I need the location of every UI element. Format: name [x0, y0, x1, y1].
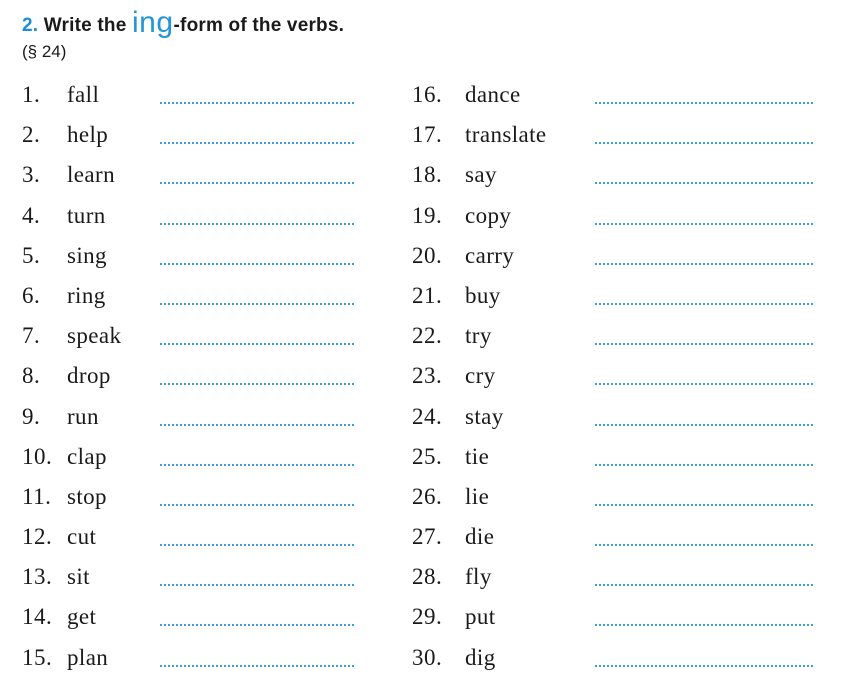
verb-word: turn [67, 202, 106, 228]
answer-blank[interactable] [595, 182, 813, 184]
verb-number: 25. [412, 443, 443, 469]
answer-blank[interactable] [595, 102, 813, 104]
verb-number: 3. [22, 162, 41, 188]
verb-number: 1. [22, 82, 41, 107]
verb-word: buy [465, 282, 501, 308]
verb-word: help [67, 122, 109, 148]
answer-blank[interactable] [160, 263, 354, 265]
answer-blank[interactable] [160, 424, 354, 426]
verb-number: 4. [22, 202, 41, 228]
verb-number: 21. [412, 282, 443, 308]
answer-blank[interactable] [160, 142, 354, 144]
verb-number: 19. [412, 202, 443, 228]
verb-word: run [67, 403, 99, 429]
verb-word: say [465, 162, 497, 188]
title-ing: ing [131, 6, 174, 39]
verb-word: clap [67, 443, 107, 469]
verb-number: 17. [412, 122, 443, 148]
verb-word: die [465, 524, 495, 550]
answer-blank[interactable] [160, 303, 354, 305]
verb-number: 2. [22, 122, 41, 148]
verb-word: stay [465, 403, 504, 429]
answer-blank[interactable] [595, 383, 813, 385]
answer-blank[interactable] [160, 182, 354, 184]
verb-number: 16. [412, 82, 443, 107]
exercise-number: 2. [22, 15, 39, 36]
answer-blank[interactable] [160, 544, 354, 546]
verb-word: stop [67, 483, 107, 509]
verb-word: cry [465, 363, 496, 389]
verb-number: 18. [412, 162, 443, 188]
verb-number: 14. [22, 604, 53, 630]
answer-blank[interactable] [595, 464, 813, 466]
verb-number: 6. [22, 282, 41, 308]
answer-blank[interactable] [595, 665, 813, 667]
verb-number: 8. [22, 363, 41, 389]
verb-word: lie [465, 483, 490, 509]
answer-blank[interactable] [160, 223, 354, 225]
verb-number: 5. [22, 242, 41, 268]
answer-blank[interactable] [160, 383, 354, 385]
verb-number: 9. [22, 403, 41, 429]
verb-number: 28. [412, 564, 443, 590]
verb-word: ring [67, 282, 106, 308]
exercise-title [22, 6, 344, 40]
verb-number: 10. [22, 443, 53, 469]
verb-word: try [465, 323, 492, 349]
answer-blank[interactable] [160, 102, 354, 104]
verb-number: 11. [22, 483, 52, 509]
verb-number: 20. [412, 242, 443, 268]
title-text-after: -form of the verbs. [173, 15, 345, 36]
verb-number: 24. [412, 403, 443, 429]
verb-word: sit [67, 564, 90, 590]
answer-blank[interactable] [595, 343, 813, 345]
verb-word: speak [67, 323, 122, 349]
verb-number: 27. [412, 524, 443, 550]
verb-number: 13. [22, 564, 53, 590]
answer-blank[interactable] [595, 263, 813, 265]
verb-word: translate [465, 122, 547, 148]
verb-word: fall [67, 82, 100, 107]
answer-blank[interactable] [595, 223, 813, 225]
verb-word: tie [465, 443, 490, 469]
answer-blank[interactable] [595, 504, 813, 506]
answer-blank[interactable] [595, 424, 813, 426]
verb-number: 22. [412, 323, 443, 349]
verb-number: 12. [22, 524, 53, 550]
verb-number: 29. [412, 604, 443, 630]
answer-blank[interactable] [595, 142, 813, 144]
verb-word: get [67, 604, 97, 630]
verb-number: 23. [412, 363, 443, 389]
verb-word: dig [465, 644, 496, 670]
answer-blank[interactable] [160, 584, 354, 586]
answer-blank[interactable] [595, 584, 813, 586]
answer-blank[interactable] [160, 665, 354, 667]
answer-blank[interactable] [595, 544, 813, 546]
answer-blank[interactable] [160, 343, 354, 345]
verb-word: dance [465, 82, 521, 107]
verb-number: 15. [22, 644, 53, 670]
verb-number: 30. [412, 644, 443, 670]
verb-word: fly [465, 564, 492, 590]
section-reference: (§ 24) [22, 42, 67, 61]
verb-word: sing [67, 242, 107, 268]
answer-blank[interactable] [160, 504, 354, 506]
title-text-before: Write the [43, 15, 127, 36]
answer-blank[interactable] [595, 624, 813, 626]
verb-word: copy [465, 202, 512, 228]
verb-word: drop [67, 363, 111, 389]
verb-word: plan [67, 644, 109, 670]
verb-word: put [465, 604, 496, 630]
verb-word: carry [465, 242, 515, 268]
verb-word: learn [67, 162, 115, 188]
verb-word: cut [67, 524, 97, 550]
answer-blank[interactable] [160, 624, 354, 626]
verb-number: 7. [22, 323, 41, 349]
verb-number: 26. [412, 483, 443, 509]
answer-blank[interactable] [595, 303, 813, 305]
answer-blank[interactable] [160, 464, 354, 466]
